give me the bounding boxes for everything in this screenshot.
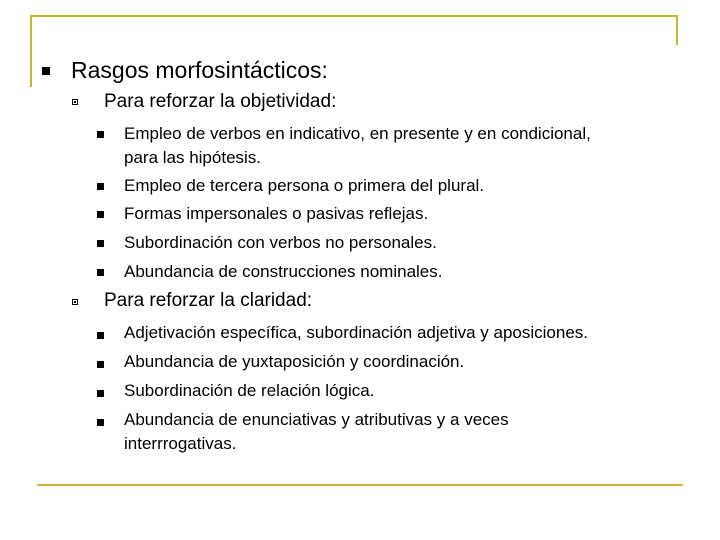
- list-item: Abundancia de construcciones nominales.: [124, 262, 443, 281]
- square-bullet-icon: [97, 211, 104, 218]
- square-bullet-icon: [97, 361, 104, 368]
- hollow-square-bullet-icon: [72, 299, 78, 305]
- section-title-objetividad: Para reforzar la objetividad:: [104, 91, 337, 112]
- frame-bottom-border: [37, 484, 683, 486]
- square-bullet-icon: [97, 131, 104, 138]
- square-bullet-icon: [97, 183, 104, 190]
- square-bullet-icon: [97, 269, 104, 276]
- section-title-claridad: Para reforzar la claridad:: [104, 290, 313, 311]
- list-item: Subordinación con verbos no personales.: [124, 233, 437, 252]
- square-bullet-icon: [42, 67, 50, 75]
- slide-heading: Rasgos morfosintácticos:: [71, 57, 328, 83]
- list-item: Empleo de tercera persona o primera del plural.: [124, 176, 485, 195]
- square-bullet-icon: [97, 390, 104, 397]
- frame-top-border: [30, 15, 678, 17]
- frame-left-border: [30, 15, 32, 87]
- hollow-square-bullet-icon: [72, 99, 78, 105]
- list-item: Empleo de verbos en indicativo, en presente y en condicional,: [124, 124, 591, 143]
- square-bullet-icon: [97, 240, 104, 247]
- list-item: Abundancia de enunciativas y atributivas y a veces: [124, 410, 509, 429]
- square-bullet-icon: [97, 419, 104, 426]
- list-item-continuation: para las hipótesis.: [124, 148, 262, 167]
- list-item-continuation: interrrogativas.: [124, 434, 237, 453]
- frame-right-border: [676, 15, 678, 45]
- square-bullet-icon: [97, 332, 104, 339]
- list-item: Adjetivación específica, subordinación adjetiva y aposiciones.: [124, 323, 588, 342]
- list-item: Abundancia de yuxtaposición y coordinación.: [124, 352, 465, 371]
- list-item: Formas impersonales o pasivas reflejas.: [124, 204, 429, 223]
- list-item: Subordinación de relación lógica.: [124, 381, 375, 400]
